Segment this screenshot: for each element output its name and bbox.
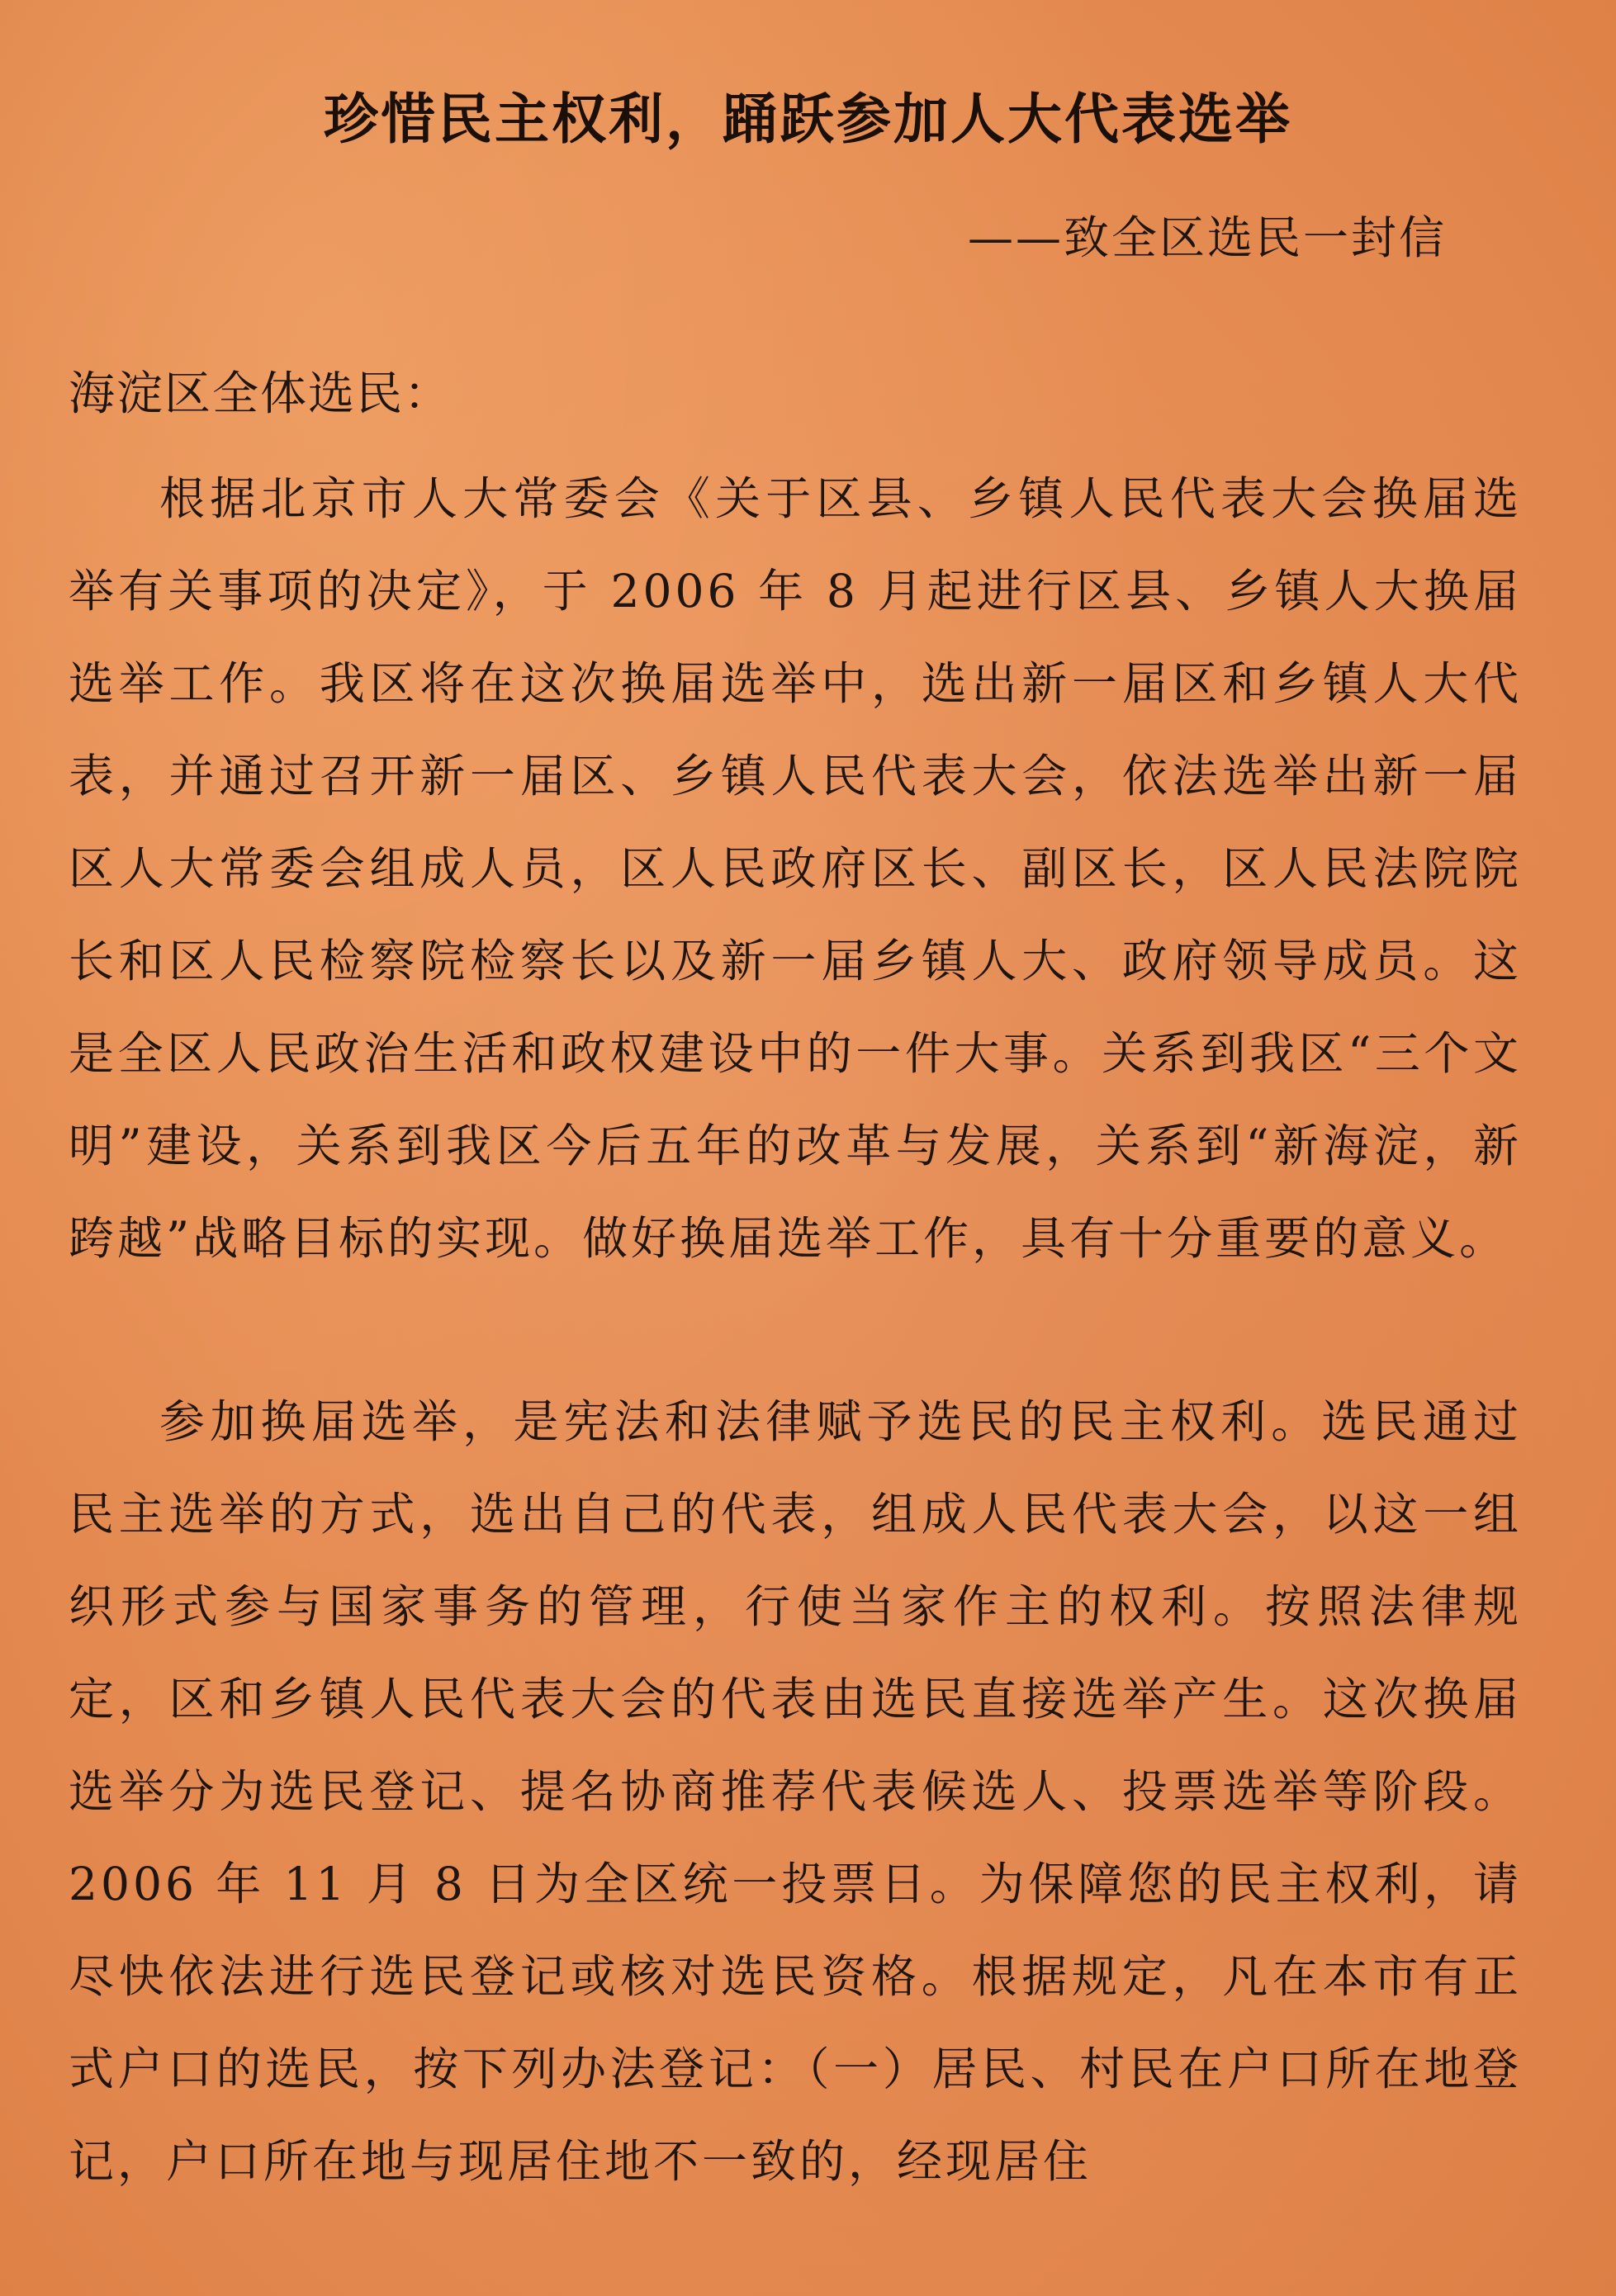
letter-subtitle: ——致全区选民一封信 [967,211,1447,264]
body-paragraph-1: 根据北京市人大常委会《关于区县、乡镇人民代表大会换届选举有关事项的决定》，于 2006 年 8 月起进行区县、乡镇人大换届选举工作。我区将在这次换届选举中，选出新一届区和乡镇人大代表，并通过召开新一届区、乡镇人民代表大会，依法选举出新一届区人大常委会组成人员，区人民政府区长、副区长，区人民法院院长和区人民检察院检察长以及新一届乡镇人大、政府领导成员。这是全区人民政治生活和政权建设中的一件大事。关系到我区“三个文明”建设，关系到我区今后五年的改革与发展，关系到“新海淀，新跨越”战略目标的实现。做好换届选举工作，具有十分重要的意义。 [69,472,1522,1265]
salutation: 海淀区全体选民： [69,367,452,421]
body-paragraph-2: 参加换届选举，是宪法和法律赋予选民的民主权利。选民通过民主选举的方式，选出自己的代表，组成人民代表大会，以这一组织形式参与国家事务的管理，行使当家作主的权利。按照法律规定，区和乡镇人民代表大会的代表由选民直接选举产生。这次换届选举分为选民登记、提名协商推荐代表候选人、投票选举等阶段。2006 年 11 月 8 日为全区统一投票日。为保障您的民主权利，请尽快依法进行选民登记或核对选民资格。根据规定，凡在本市有正式户口的选民，按下列办法登记：（一）居民、村民在户口所在地登记，户口所在地与现居住地不一致的，经现居住 [69,1395,1522,2188]
letter-title: 珍惜民主权利，踊跃参加人大代表选举 [324,88,1292,151]
